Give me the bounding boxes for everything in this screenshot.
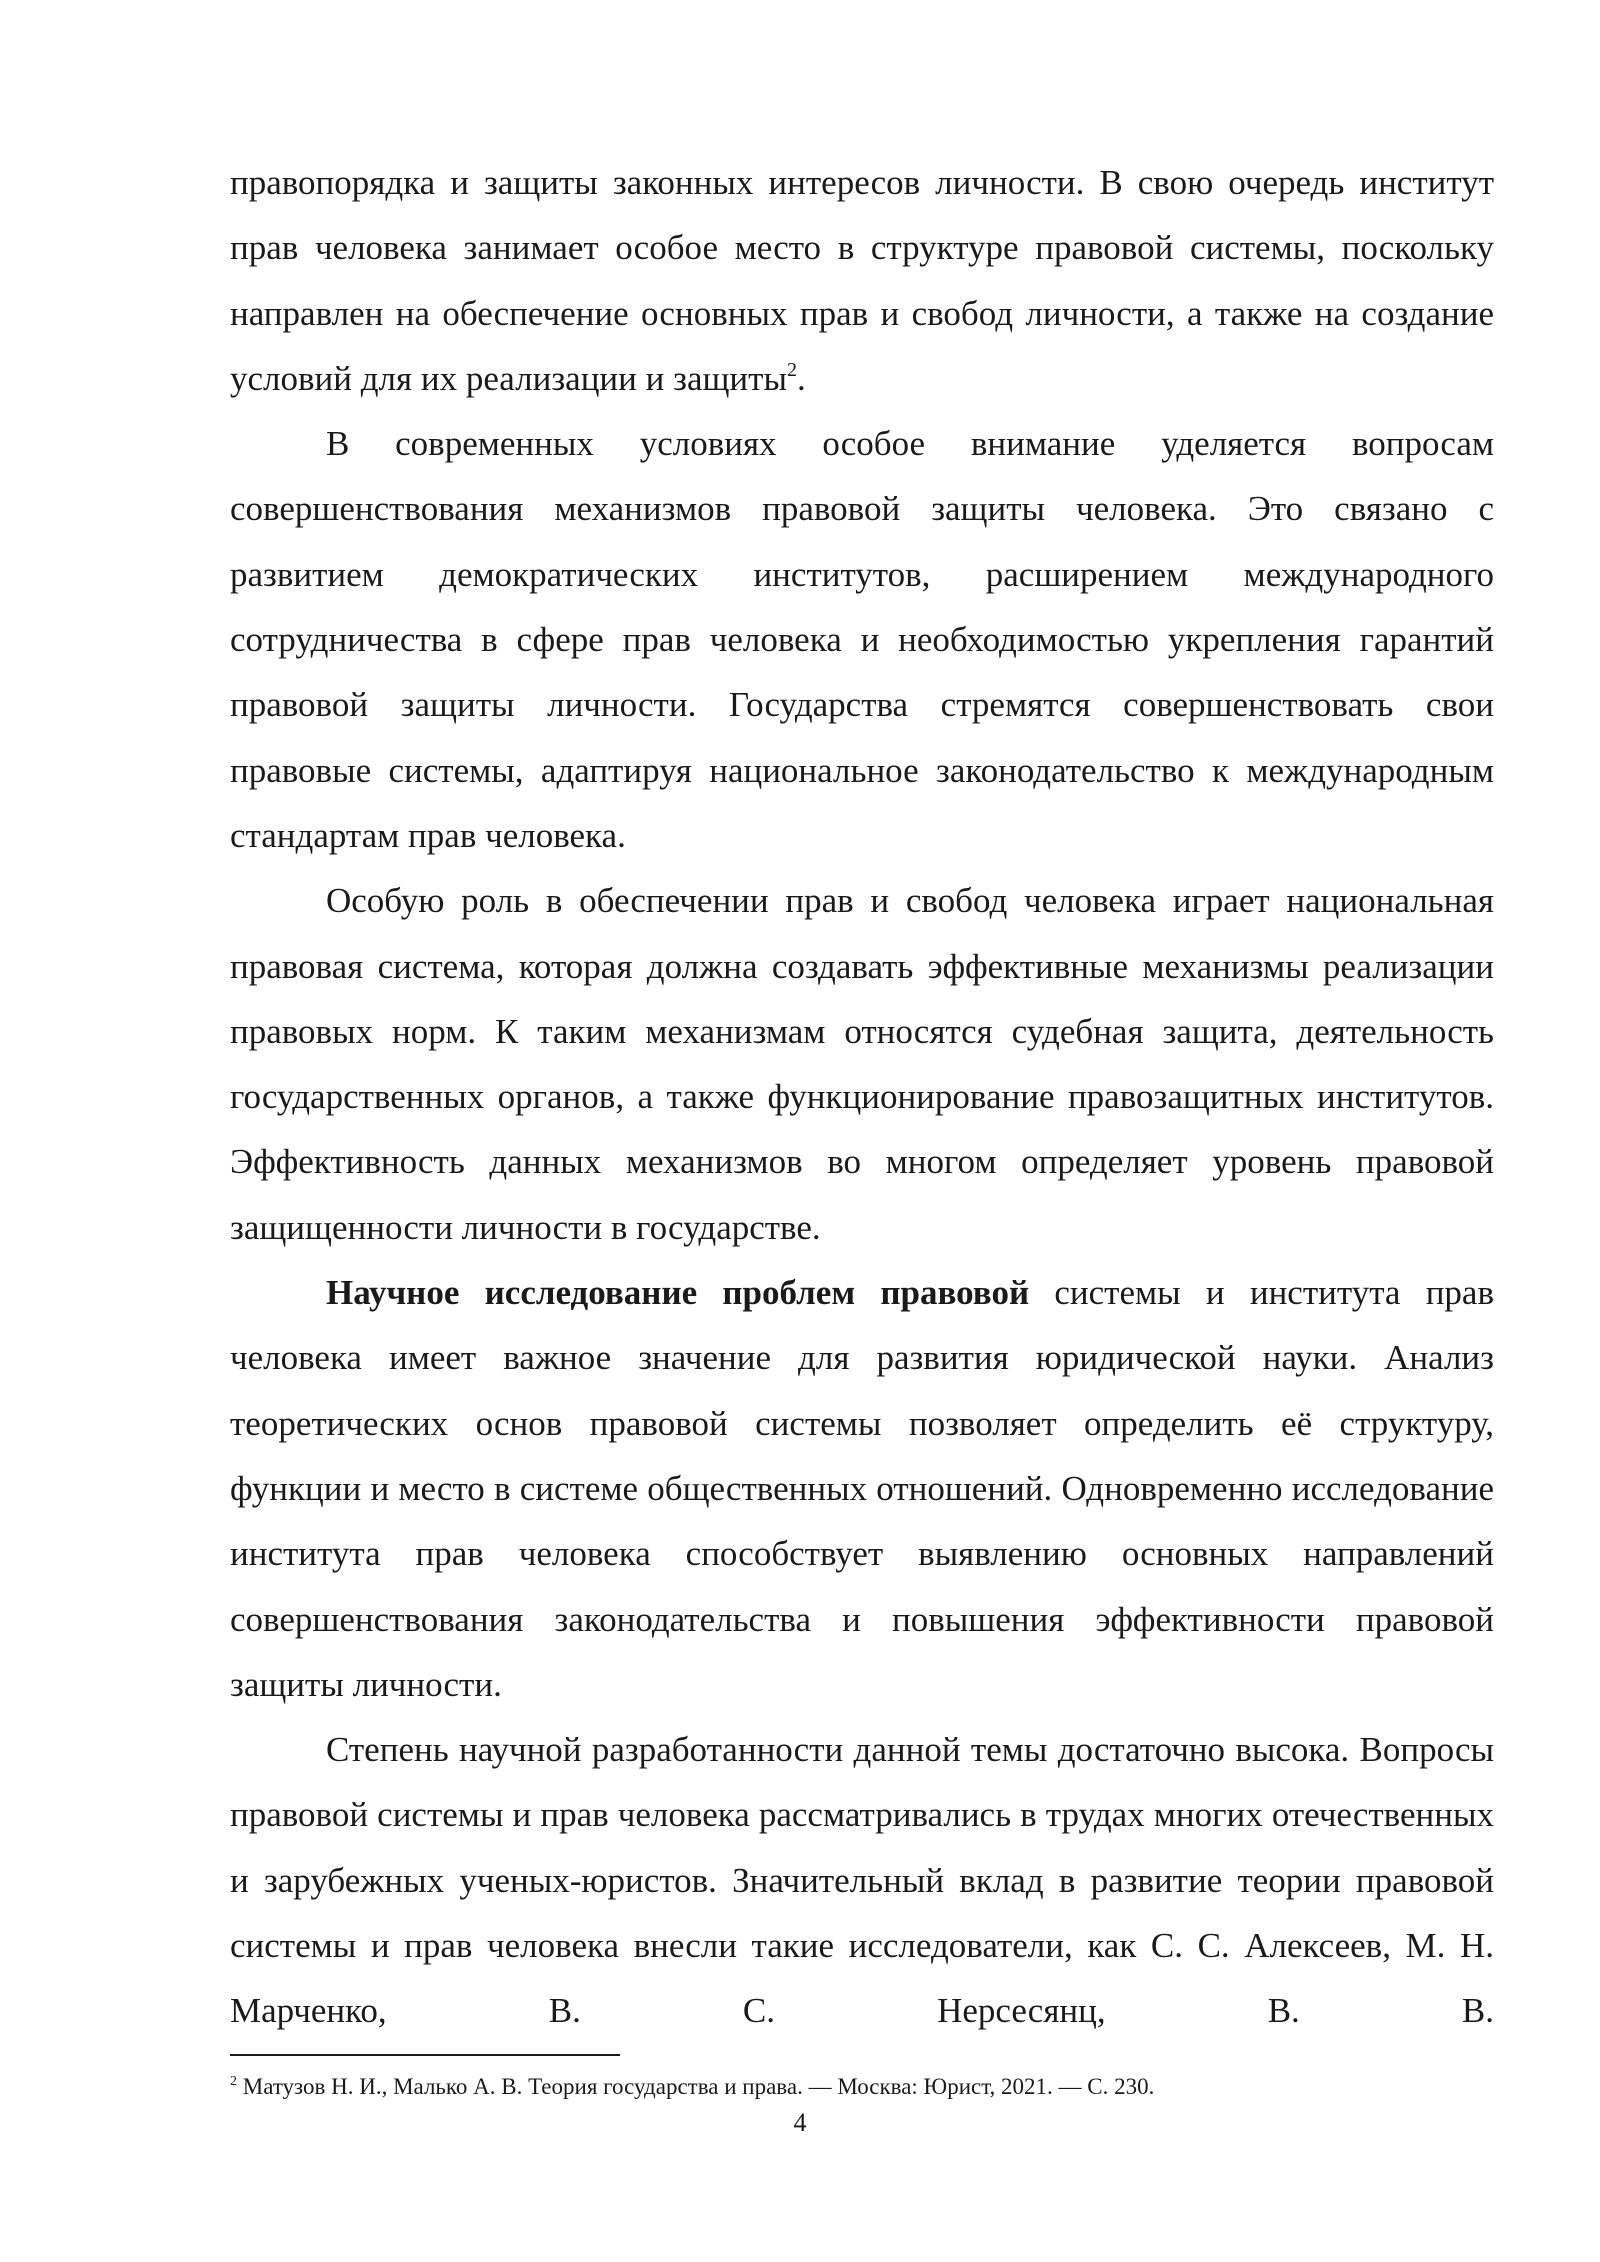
page-number: 4 (793, 2108, 807, 2137)
footnote-text: Матузов Н. И., Малько А. В. Теория государства и права. — Москва: Юрист, 2021. — С. 230. (237, 2074, 1155, 2099)
paragraph-3 (230, 868, 1494, 1260)
paragraph-4-text: системы и института прав человека имеет важное значение для развития юридической науки. Анализ теоретических основ правовой системы позволяет определить её структуру, функции и место в системе общественных отношений. Одновременно исследование института прав человека способствует выявлению основных направлений совершенствования законодательства и повышения эффективности правовой защиты личности. (230, 1273, 1494, 1704)
paragraph-3-text: Особую роль в обеспечении прав и свобод человека играет национальная правовая система, которая должна создавать эффективные механизмы реализации правовых норм. К таким механизмам относятся судебная защита, деятельность государственных органов, а также функционирование правозащитных институтов. Эффективность данных механизмов во многом определяет уровень правовой защищенности личности в государстве. (230, 881, 1494, 1247)
paragraph-4-bold-lead: Научное исследование проблем правовой (326, 1273, 1030, 1313)
paragraph-5 (230, 1717, 1494, 2043)
paragraph-5-text: Степень научной разработанности данной темы достаточно высока. Вопросы правовой системы и прав человека рассматривались в трудах многих отечественных и зарубежных ученых-юристов. Значительный вклад в развитие теории правовой системы и прав человека внесли такие исследователи, как С. С. Алексеев, М. Н. Марченко, В. С. Нерсесянц, В. В. (230, 1730, 1494, 2031)
paragraph-2-text: В современных условиях особое внимание уделяется вопросам совершенствования механизмов правовой защиты человека. Это связано с развитием демократических институтов, расширением международного сотрудничества в сфере прав человека и необходимостью укрепления гарантий правовой защиты личности. Государства стремятся совершенствовать свои правовые системы, адаптируя национальное законодательство к международным стандартам прав человека. (230, 424, 1494, 855)
paragraph-1-end: . (796, 358, 806, 398)
paragraph-4 (230, 1260, 1494, 1717)
footnote (230, 2072, 1494, 2102)
paragraph-2 (230, 411, 1494, 868)
paragraph-1-text: правопорядка и защиты законных интересов личности. В свою очередь институт прав человека занимает особое место в структуре правовой системы, поскольку направлен на обеспечение основных прав и свобод личности, а также на создание условий для их реализации и защиты (230, 163, 1494, 398)
footnote-marker: 2 (230, 2074, 237, 2089)
body-text (230, 150, 1494, 2044)
footnote-reference[interactable]: 2 (786, 358, 797, 381)
footnote-separator (230, 2054, 620, 2056)
paragraph-1 (230, 150, 1494, 411)
